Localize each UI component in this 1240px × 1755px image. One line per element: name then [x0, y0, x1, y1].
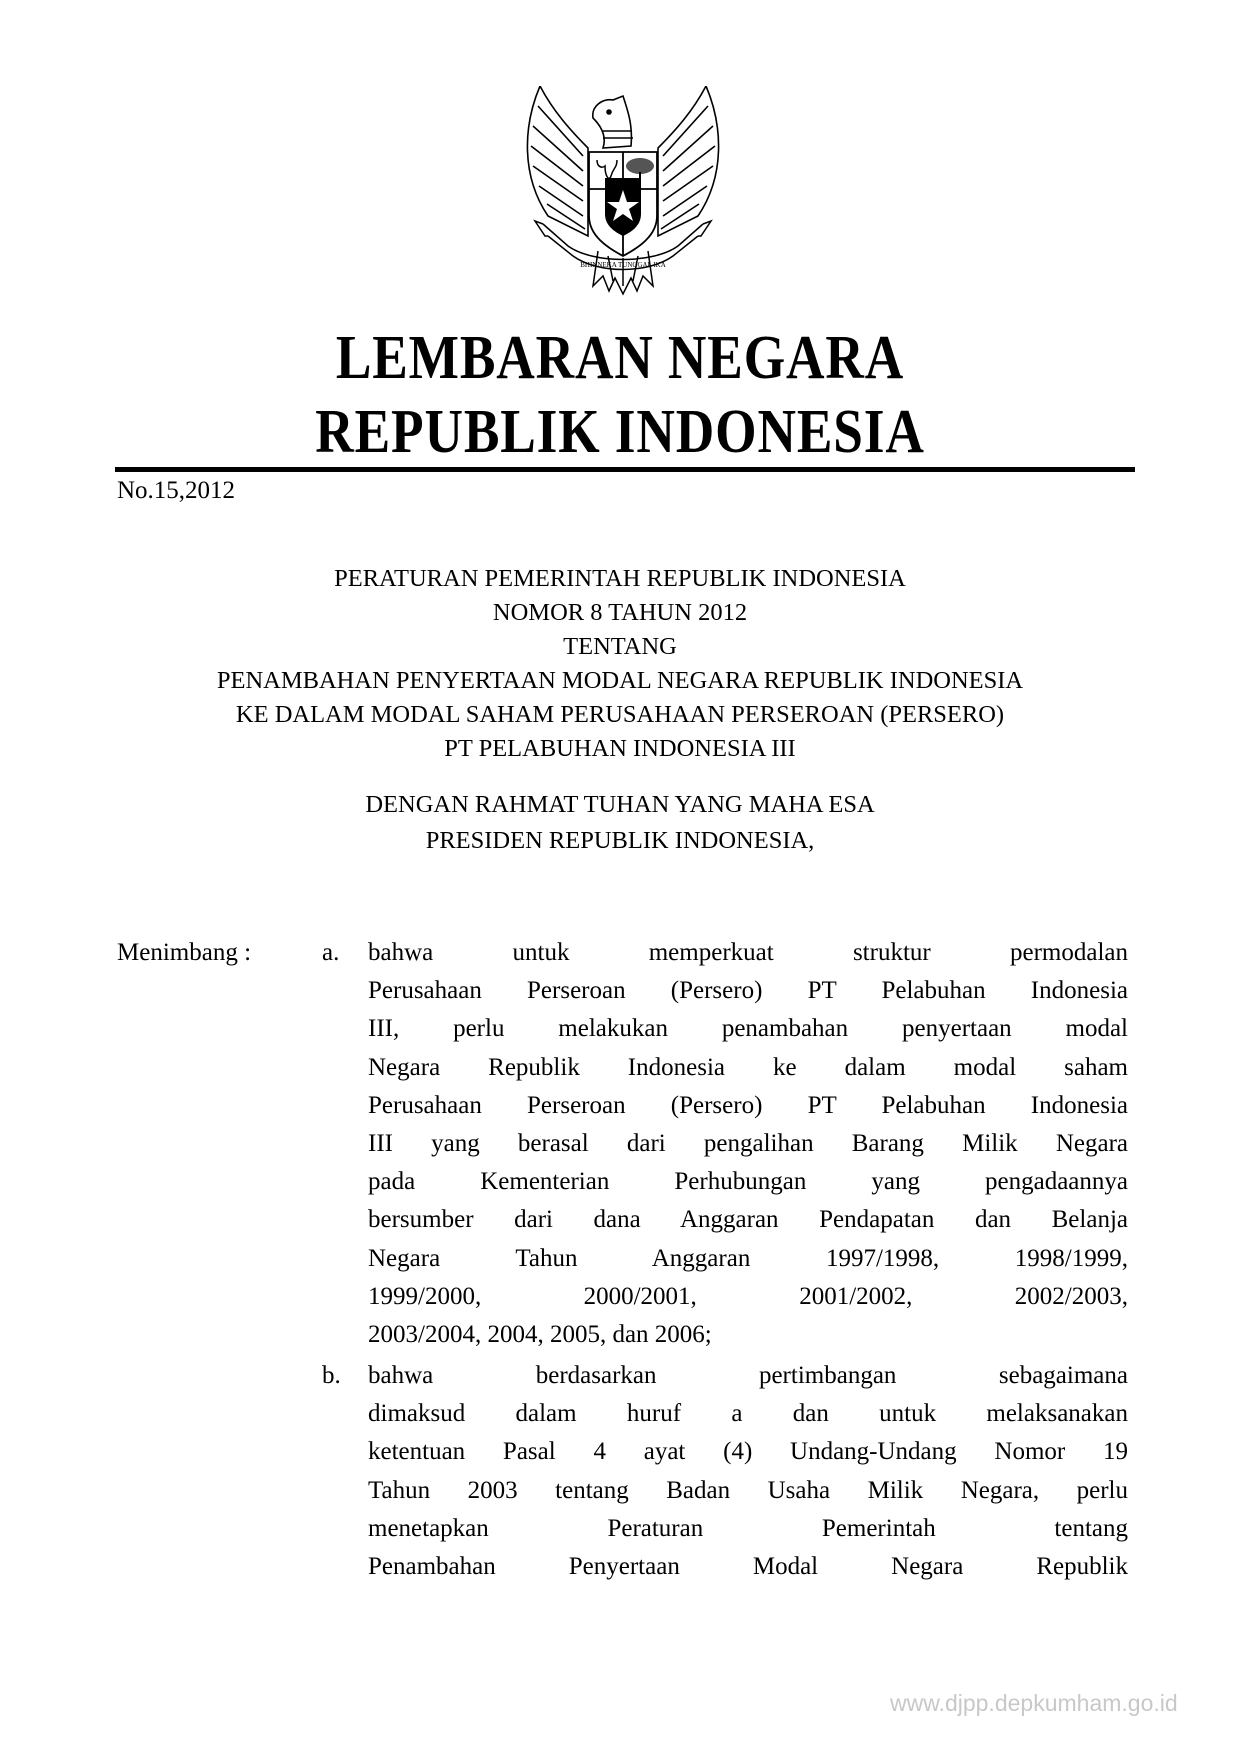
- preamble-line-1: DENGAN RAHMAT TUHAN YANG MAHA ESA: [365, 791, 875, 818]
- considering-item-a: [368, 934, 1128, 1354]
- svg-text:BHINNEKA TUNGGAL IKA: BHINNEKA TUNGGAL IKA: [580, 261, 666, 269]
- regulation-title-line-3: PT PELABUHAN INDONESIA III: [444, 735, 796, 762]
- item-letter-a: a.: [322, 939, 340, 966]
- text-line: bahwa untuk memperkuat struktur permodalan: [368, 939, 1128, 966]
- text-line: dimaksud dalam huruf a dan untuk melaksanakan: [368, 1400, 1128, 1428]
- issue-number: No.15,2012: [117, 477, 236, 504]
- text-line: bahwa berdasarkan pertimbangan sebagaimana: [368, 1362, 1128, 1389]
- regulation-title-line-1: PENAMBAHAN PENYERTAAN MODAL NEGARA REPUBLIK INDONESIA: [216, 667, 1024, 694]
- considering-label: Menimbang :: [117, 939, 252, 966]
- text-line: pada Kementerian Perhubungan yang pengadaannya: [368, 1168, 1128, 1196]
- regulation-title-line-2: KE DALAM MODAL SAHAM PERUSAHAAN PERSEROAN (PERSERO): [235, 701, 1005, 728]
- text-line: ketentuan Pasal 4 ayat (4) Undang-Undang Nomor 19: [368, 1438, 1128, 1466]
- regulation-about-label: TENTANG: [563, 633, 677, 660]
- text-line: Negara Republik Indonesia ke dalam modal saham: [368, 1053, 1128, 1081]
- masthead-divider: [115, 467, 1135, 472]
- source-watermark: www.djpp.depkumham.go.id: [890, 1690, 1178, 1716]
- considering-item-b: [368, 1357, 1128, 1586]
- text-line: Negara Tahun Anggaran 1997/1998, 1998/1999,: [368, 1244, 1128, 1272]
- masthead-line-1: LEMBARAN NEGARA: [335, 324, 905, 392]
- garuda-pancasila-emblem-icon: [523, 86, 723, 301]
- preamble-line-2: PRESIDEN REPUBLIK INDONESIA,: [425, 827, 815, 854]
- text-line: Penambahan Penyertaan Modal Negara Republik: [368, 1552, 1128, 1580]
- text-line: menetapkan Peraturan Pemerintah tentang: [368, 1514, 1128, 1542]
- text-line: III, perlu melakukan penambahan penyertaan modal: [368, 1015, 1128, 1043]
- text-line: Tahun 2003 tentang Badan Usaha Milik Negara, perlu: [368, 1476, 1128, 1504]
- text-line: 1999/2000, 2000/2001, 2001/2002, 2002/2003,: [368, 1282, 1128, 1310]
- masthead-line-2: REPUBLIK INDONESIA: [315, 398, 925, 466]
- item-letter-b: b.: [322, 1362, 341, 1389]
- text-line: bersumber dari dana Anggaran Pendapatan dan Belanja: [368, 1206, 1128, 1234]
- text-line: Perusahaan Perseroan (Persero) PT Pelabuhan Indonesia: [368, 1091, 1128, 1119]
- text-line: III yang berasal dari pengalihan Barang Milik Negara: [368, 1129, 1128, 1157]
- text-line: 2003/2004, 2004, 2005, dan 2006;: [368, 1320, 712, 1348]
- text-line: Perusahaan Perseroan (Persero) PT Pelabuhan Indonesia: [368, 977, 1128, 1005]
- regulation-number: NOMOR 8 TAHUN 2012: [492, 599, 748, 626]
- regulation-type: PERATURAN PEMERINTAH REPUBLIK INDONESIA: [334, 565, 906, 592]
